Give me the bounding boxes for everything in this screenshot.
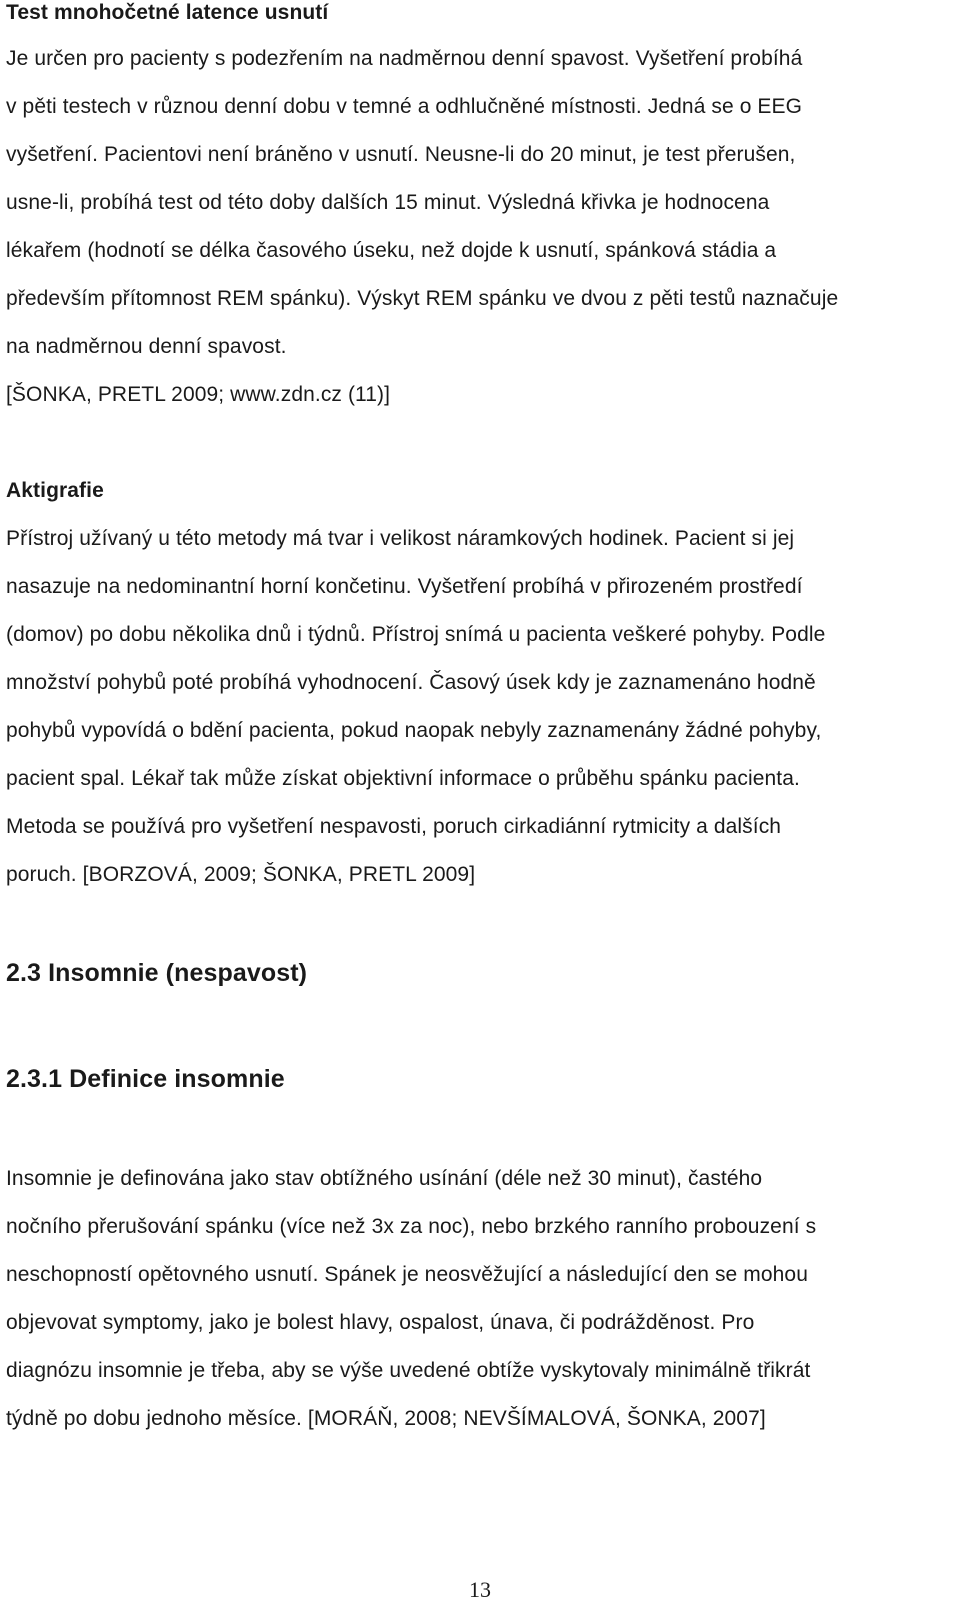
section-heading-mslt: Test mnohočetné latence usnutí: [6, 1, 329, 24]
paragraph-line: Insomnie je definována jako stav obtížného usínání (déle než 30 minut), častého: [6, 1167, 763, 1190]
subsection-heading-definition: 2.3.1 Definice insomnie: [6, 1065, 285, 1093]
paragraph-line: pacient spal. Lékař tak může získat objektivní informace o průběhu spánku pacienta.: [6, 767, 800, 790]
paragraph-line: neschopností opětovného usnutí. Spánek je neosvěžující a následující den se mohou: [6, 1263, 808, 1286]
paragraph-line: v pěti testech v různou denní dobu v temné a odhlučněné místnosti. Jedná se o EEG: [6, 95, 803, 118]
paragraph-line: pohybů vypovídá o bdění pacienta, pokud naopak nebyly zaznamenány žádné pohyby,: [6, 719, 822, 742]
paragraph-line: diagnózu insomnie je třeba, aby se výše uvedené obtíže vyskytovaly minimálně třikrát: [6, 1359, 811, 1382]
paragraph-line: lékařem (hodnotí se délka časového úseku, než dojde k usnutí, spánková stádia a: [6, 239, 777, 262]
paragraph-line: týdně po dobu jednoho měsíce. [MORÁŇ, 2008; NEVŠÍMALOVÁ, ŠONKA, 2007]: [6, 1407, 766, 1430]
paragraph-line: usne-li, probíhá test od této doby dalších 15 minut. Výsledná křivka je hodnocena: [6, 191, 770, 214]
paragraph-line: na nadměrnou denní spavost.: [6, 335, 287, 358]
paragraph-line: Metoda se používá pro vyšetření nespavosti, poruch cirkadiánní rytmicity a dalších: [6, 815, 782, 838]
citation-line: [ŠONKA, PRETL 2009; www.zdn.cz (11)]: [6, 383, 391, 406]
paragraph-line: Je určen pro pacienty s podezřením na nadměrnou denní spavost. Vyšetření probíhá: [6, 47, 803, 70]
paragraph-line: množství pohybů poté probíhá vyhodnocení. Časový úsek kdy je zaznamenáno hodně: [6, 671, 816, 694]
paragraph-line: (domov) po dobu několika dnů i týdnů. Přístroj snímá u pacienta veškeré pohyby. Podle: [6, 623, 826, 646]
chapter-heading-insomnia: 2.3 Insomnie (nespavost): [6, 959, 308, 987]
page-number: 13: [469, 1577, 491, 1602]
paragraph-line: vyšetření. Pacientovi není bráněno v usnutí. Neusne-li do 20 minut, je test přerušen,: [6, 143, 796, 166]
paragraph-line: nočního přerušování spánku (více než 3x za noc), nebo brzkého ranního probouzení s: [6, 1215, 817, 1238]
paragraph-line: nasazuje na nedominantní horní končetinu. Vyšetření probíhá v přirozeném prostředí: [6, 575, 803, 598]
paragraph-line: objevovat symptomy, jako je bolest hlavy, ospalost, únava, či podrážděnost. Pro: [6, 1311, 755, 1334]
paragraph-line: poruch. [BORZOVÁ, 2009; ŠONKA, PRETL 2009]: [6, 863, 476, 886]
paragraph-line: Přístroj užívaný u této metody má tvar i velikost náramkových hodinek. Pacient si jej: [6, 527, 795, 550]
paragraph-line: především přítomnost REM spánku). Výskyt REM spánku ve dvou z pěti testů naznačuje: [6, 287, 839, 310]
section-heading-actigraphy: Aktigrafie: [6, 479, 104, 502]
